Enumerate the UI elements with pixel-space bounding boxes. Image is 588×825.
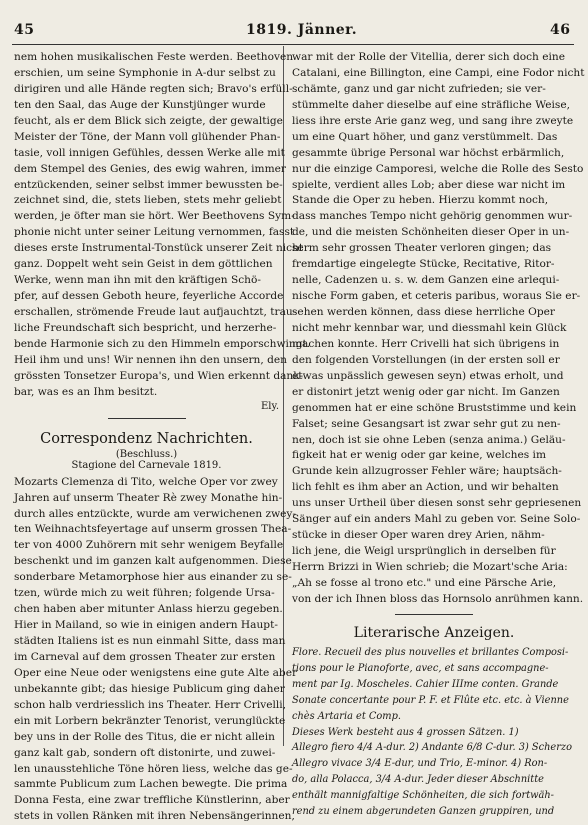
text-line: spielte, verdient alles Lob; aber diese war nicht im: [292, 178, 566, 191]
text-line: unbekannte gibt; das hiesige Publicum ging daher: [14, 682, 285, 695]
text-line: nen, doch ist sie ohne Leben (senza anima.) Geläu-: [292, 433, 566, 446]
text-line: Werke, wenn man ihn mit den kräftigen Schö-: [14, 274, 261, 287]
text-line: ein mit Lorbern bekränzter Tenorist, verunglückte: [14, 714, 286, 727]
text-line: chès Artaria et Comp.: [292, 710, 401, 722]
article-signature: Ely.: [261, 400, 279, 412]
text-line: gesammte übrige Personal war höchst erbärmlich,: [292, 146, 565, 159]
text-line: bey uns in der Rolle des Titus, die er nicht allein: [14, 730, 275, 743]
text-line: sammte Publicum zum Lachen bewegte. Die prima: [14, 778, 288, 791]
text-line: den folgenden Vorstellungen (in der ersten soll er: [292, 353, 560, 366]
right-column: [292, 50, 585, 820]
text-line: lich fehlt es ihm aber an Action, und wir behalten: [292, 481, 559, 494]
text-line: Oper eine Neue oder wenigstens eine gute Alte aber: [14, 666, 298, 679]
text-line: dirigiren und alle Hände regten sich; Bravo's erfüll-: [14, 82, 293, 95]
text-line: Donna Festa, eine zwar treffliche Künstlerinn, aber: [14, 794, 290, 807]
text-line: uns unser Urtheil über diesen sonst sehr gepriesenen: [292, 497, 582, 510]
text-line: ter von 4000 Zuhörern mit sehr wenigem Beyfalle: [14, 539, 284, 552]
text-line: rend zu einem abgerundeten Ganzen gruppiren, und: [292, 806, 555, 818]
text-line: ganz. Doppelt weht sein Geist in dem göttlichen: [14, 258, 273, 271]
section-rule-right: [395, 614, 473, 615]
text-line: Allegro vivace 3/4 E-dur, und Trio, E-minor. 4) Ron-: [292, 758, 548, 770]
season-line: Stagione del Carnevale 1819.: [71, 459, 222, 471]
text-line: de, und die meisten Schönheiten dieser Oper in un-: [292, 226, 570, 239]
text-line: len unausstehliche Töne hören liess, welche das ge-: [14, 762, 293, 775]
correspondence-heading: Correspondenz Nachrichten.: [40, 430, 253, 447]
text-line: Catalani, eine Billington, eine Campi, eine Fodor nicht: [292, 66, 585, 79]
text-line: nur die einzige Camporesi, welche die Rolle des Sesto: [292, 162, 584, 175]
opera-review-continued: [292, 50, 585, 608]
text-line: Flore. Recueil des plus nouvelles et brillantes Composi-: [292, 646, 569, 658]
text-line: tzen, würde mich zu weit führen; folgende Ursa-: [14, 587, 275, 600]
text-line: Sonate concertante pour P. F. et Flûte etc. etc. à Vienne: [292, 694, 569, 706]
text-line: nische Form gaben, et ceteris paribus, woraus Sie er-: [292, 290, 581, 303]
header-rule: [12, 44, 574, 45]
text-line: Allegro fiero 4/4 A-dur. 2) Andante 6/8 C-dur. 3) Scherzo: [292, 742, 572, 754]
text-line: tasie, voll innigen Gefühles, dessen Werke alle mit: [14, 146, 285, 159]
text-line: Hier in Mailand, so wie in einigen andern Haupt-: [14, 619, 278, 632]
text-line: von der ich Ihnen bloss das Hornsolo anrühmen kann.: [292, 592, 584, 605]
text-line: tions pour le Pianoforte, avec, et sans accompagne-: [292, 662, 549, 674]
text-line: sehen werden können, dass diese herrliche Oper: [292, 306, 555, 318]
text-line: er distonirt jetzt wenig oder gar nicht. Im Ganzen: [292, 385, 560, 398]
page-number-right: 46: [550, 22, 571, 38]
text-line: Mozarts Clemenza di Tito, welche Oper vor zwey: [14, 475, 278, 488]
text-line: lich jene, die Weigl ursprünglich in derselben für: [292, 545, 556, 558]
literary-body: [292, 645, 576, 820]
text-line: nelle, Cadenzen u. s. w. dem Ganzen eine arlequi-: [292, 274, 560, 287]
text-line: Falset; seine Gesangsart ist zwar sehr gut zu nen-: [292, 417, 561, 430]
text-line: figkeit hat er wenig oder gar keine, welches im: [292, 449, 546, 462]
text-line: zeichnet sind, die, stets lieben, stets mehr geliebt: [14, 194, 282, 207]
text-line: Heil ihm und uns! Wir nennen ihn den unsern, den: [14, 353, 287, 366]
text-line: fremdartige eingelegte Stücke, Recitative, Ritor-: [292, 258, 555, 271]
text-line: Grunde kein allzugrosser Fehler wäre; hauptsäch-: [292, 465, 562, 478]
text-line: serm sehr grossen Theater verloren gingen; das: [292, 242, 552, 255]
text-line: durch alles entzückte, wurde am verwichenen zwey-: [14, 507, 296, 520]
text-line: dieses erste Instrumental-Tonstück unserer Zeit nicht: [14, 242, 304, 255]
text-line: Sänger auf ein anders Mahl zu geben vor. Seine Solo-: [292, 513, 581, 526]
correspondence-body: [14, 475, 298, 825]
text-line: Herrn Brizzi in Wien schrieb; die Mozart'sche Aria:: [292, 561, 568, 573]
left-column: [14, 50, 311, 825]
text-line: liess ihre erste Arie ganz weg, und sang ihre zweyte: [292, 114, 574, 127]
text-line: sonderbare Metamorphose hier aus einander zu se-: [14, 571, 292, 584]
text-line: erschien, um seine Symphonie in A-dur selbst zu: [14, 66, 276, 79]
text-line: ten den Saal, das Auge der Kunstjünger wurde: [14, 98, 266, 111]
text-line: stets in vollen Ränken mit ihren Nebensängerinnen,: [14, 810, 295, 823]
section-rule: [108, 418, 186, 419]
text-line: Jahren auf unserm Theater Rè zwey Monathe hin-: [14, 491, 283, 504]
text-line: dass manches Tempo nicht gehörig genommen wur-: [292, 210, 573, 223]
text-line: ten Weihnachtsfeyertage auf unserm grossen Thea-: [14, 523, 292, 536]
text-line: phonie nicht unter seiner Leitung vernommen, fasst: [14, 226, 295, 239]
text-line: erschallen, strömende Freude laut aufjauchtzt, trau-: [14, 306, 297, 318]
text-line: im Carneval auf dem grossen Theater zur ersten: [14, 650, 276, 663]
text-line: genommen hat er eine schöne Bruststimme und kein: [292, 401, 577, 414]
text-line: war mit der Rolle der Vitellia, derer sich doch eine: [292, 51, 565, 63]
text-line: „Ah se fosse al trono etc." und eine Pärsche Arie,: [292, 576, 557, 589]
text-line: beschenkt und im ganzen kalt aufgenommen. Diese: [14, 555, 292, 568]
text-line: chen haben aber mitunter Anlass hierzu gegeben.: [14, 603, 283, 616]
correspondence-subtitle: (Beschluss.): [115, 448, 178, 460]
text-line: enthält mannigfaltige Schönheiten, die sich fortwäh-: [292, 790, 554, 802]
text-line: stümmelte daher dieselbe auf eine sträfliche Weise,: [292, 98, 570, 111]
text-line: liche Freundschaft sich bespricht, und herzerhe-: [14, 321, 277, 334]
text-line: schon halb verdriesslich ins Theater. Herr Crivelli,: [14, 698, 287, 711]
text-line: nicht mehr kennbar war, und diessmahl kein Glück: [292, 321, 567, 334]
text-line: pfer, auf dessen Geboth heure, feyerliche Accorde: [14, 290, 284, 303]
text-line: bar, was es an Ihm besitzt.: [14, 385, 158, 398]
text-line: grössten Tonsetzer Europa's, und Wien erkennt dank-: [14, 369, 304, 382]
text-line: ment par Ig. Moscheles. Cahier IIIme conten. Grande: [292, 678, 559, 690]
text-line: feucht, als er dem Blick sich zeigte, der gewaltige: [14, 114, 283, 127]
text-line: machen konnte. Herr Crivelli hat sich übrigens in: [292, 337, 560, 350]
page-number-left: 45: [14, 22, 35, 38]
text-line: Stande die Oper zu heben. Hierzu kommt noch,: [292, 194, 549, 207]
text-line: do, alla Polacca, 3/4 A-dur. Jeder dieser Abschnitte: [292, 774, 544, 786]
text-line: bende Harmonie sich zu den Himmeln emporschwingt.: [14, 337, 311, 350]
text-line: schämte, ganz und gar nicht zufrieden; sie ver-: [292, 82, 546, 95]
text-line: städten Italiens ist es nun einmahl Sitte, dass man: [14, 635, 286, 647]
text-line: Dieses Werk besteht aus 4 grossen Sätzen. 1): [292, 726, 519, 738]
text-line: stücke in dieser Oper waren drey Arien, nähm-: [292, 529, 545, 542]
text-line: ganz kalt gab, sondern oft distonirte, und zuwei-: [14, 746, 276, 759]
text-line: nem hohen musikalischen Feste werden. Beethoven: [14, 51, 294, 63]
running-head-date: 1819. Jänner.: [246, 22, 358, 38]
text-line: Meister der Töne, der Mann voll glühender Phan-: [14, 130, 281, 143]
literary-heading: Literarische Anzeigen.: [353, 624, 515, 641]
text-line: etwas unpässlich gewesen seyn) etwas erholt, und: [292, 369, 564, 382]
text-line: werden, je öfter man sie hört. Wer Beethovens Sym-: [14, 210, 295, 223]
text-line: dem Stempel des Genies, des ewig wahren, immer: [14, 162, 286, 175]
text-line: entzückenden, seiner selbst immer bewussten be-: [14, 178, 283, 191]
beethoven-article: [14, 50, 311, 401]
text-line: um eine Quart höher, und ganz verstümmelt. Das: [292, 130, 558, 143]
